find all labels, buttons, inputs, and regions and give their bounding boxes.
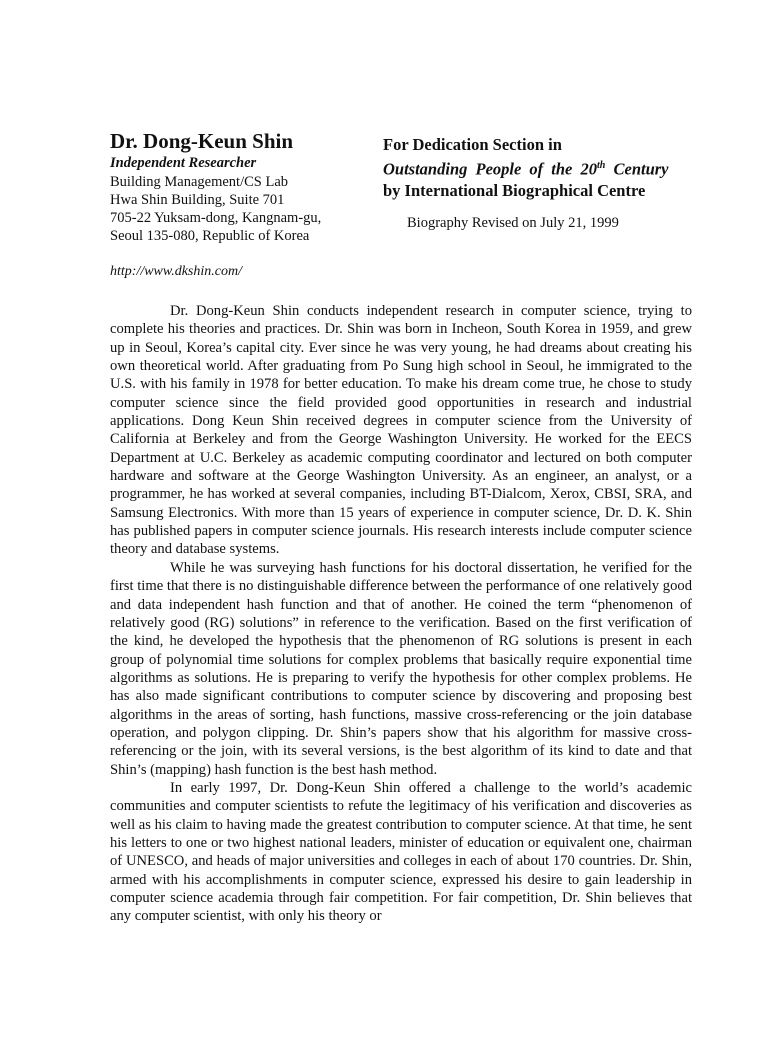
address-line: Hwa Shin Building, Suite 701 bbox=[110, 192, 285, 208]
address-line: Building Management/CS Lab bbox=[110, 174, 289, 190]
address-line: Seoul 135-080, Republic of Korea bbox=[110, 228, 310, 244]
author-name: Dr. Dong-Keun Shin bbox=[110, 129, 294, 153]
address-line: 705-22 Yuksam-dong, Kangnam-gu, bbox=[110, 210, 322, 226]
publication-title-post: Century bbox=[605, 159, 669, 179]
dedication-block bbox=[383, 134, 703, 232]
publication-title bbox=[383, 155, 703, 180]
biography-body bbox=[110, 302, 692, 926]
dedication-line: For Dedication Section in bbox=[383, 135, 562, 154]
publication-title-pre: Outstanding People of the 20 bbox=[383, 159, 598, 179]
paragraph: In early 1997, Dr. Dong-Keun Shin offered a challenge to the world’s academic communities and computer scientists to refute the legitimacy of his verification and discoveries as well as his claim to having made the greatest contribution to computer science. At that time, he sent his letters to one or two highest national leaders, minister of education or equivalent one, chairman of UNESCO, and heads of major universities and colleges in each of about 170 countries. Dr. Shin, armed with his accomplishments in computer science, expressed his desire to gain leadership in computer science academia through fair competition. For fair competition, Dr. Shin believes that any computer scientist, with only his theory or bbox=[110, 779, 692, 925]
revision-date: Biography Revised on July 21, 1999 bbox=[407, 214, 619, 231]
author-block bbox=[110, 128, 360, 245]
website-link[interactable]: http://www.dkshin.com/ bbox=[110, 264, 242, 279]
paragraph: While he was surveying hash functions for his doctoral dissertation, he verified for the first time that there is no distinguishable difference between the performance of one relatively good and data independent hash function and that of another. He coined the term “phenomenon of relatively good (RG) solutions” in reference to the verification. Based on the first verification of the kind, he developed the hypothesis that the phenomenon of RG solutions is present in each group of polynomial time solutions for complex problems that basically require exponential time algorithms as solutions. He is preparing to verify the hypothesis for other complex problems. He has also made significant contributions to computer science by discovering and proposing best algorithms in the areas of sorting, hash functions, massive cross-referencing or the join database operation, and polygon clipping. Dr. Shin’s papers show that his algorithm for massive cross-referencing or the join, with its several versions, is the best algorithm of its kind to date and that Shin’s (mapping) hash function is the best hash method. bbox=[110, 559, 692, 778]
publisher-line: by International Biographical Centre bbox=[383, 180, 646, 200]
author-role: Independent Researcher bbox=[110, 155, 257, 171]
publication-title-sup: th bbox=[597, 160, 606, 171]
paragraph: Dr. Dong-Keun Shin conducts independent research in computer science, trying to complete his theories and practices. Dr. Shin was born in Incheon, South Korea in 1959, and grew up in Seoul, Korea’s capital city. Ever since he was very young, he had dreams about creating his own theoretical world. After graduating from Po Sung high school in Seoul, he immigrated to the U.S. with his family in 1978 for better education. To make his dream come true, he chose to study computer science since the field provided good opportunities in research and industrial applications. Dong Keun Shin received degrees in computer science from the University of California at Berkeley and from the George Washington University. He worked for the EECS Department at U.C. Berkeley as academic computing coordinator and lectured on both computer hardware and software at the George Washington University. As an engineer, an analyst, or a programmer, he has worked at several companies, including BT-Dialcom, Xerox, CBSI, SRA, and Samsung Electronics. With more than 15 years of experience in computer science, Dr. D. K. Shin has published papers in computer science journals. His research interests include computer science theory and database systems. bbox=[110, 303, 692, 558]
